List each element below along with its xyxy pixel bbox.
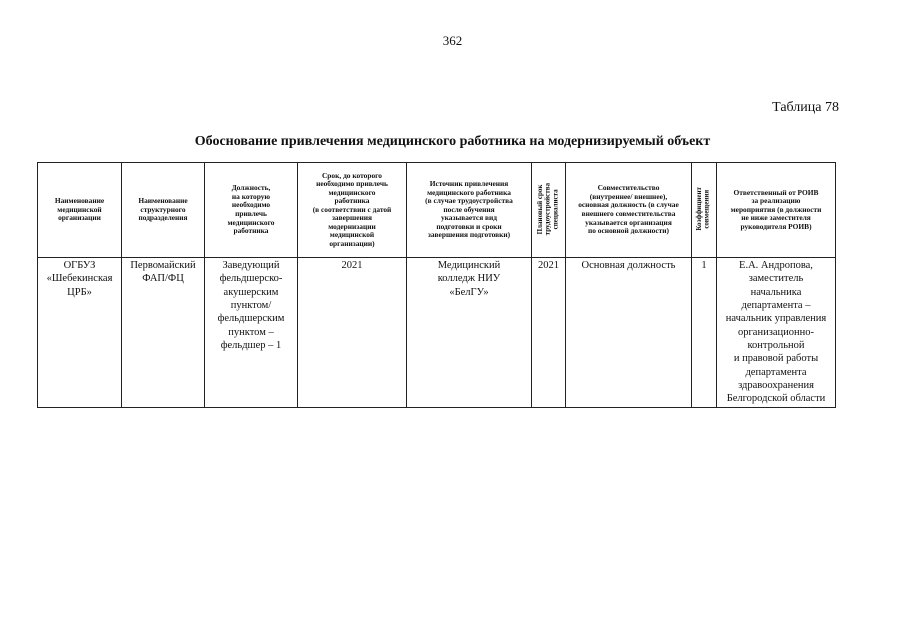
table-row (38, 258, 836, 408)
header-division: Наименование структурного подразделения (122, 163, 205, 258)
cell-coefficient: 1 (692, 258, 717, 408)
header-responsible: Ответственный от РОИВ за реализацию мероприятия (в должности не ниже заместителя руководителя РОИВ) (717, 163, 836, 258)
header-combination: Совместительство (внутреннее/ внешнее), основная должность (в случае внешнего совместительства указывается организация по основной должности) (566, 163, 692, 258)
staffing-table (37, 162, 836, 408)
cell-planned-date: 2021 (532, 258, 566, 408)
cell-position: Заведующий фельдшерско- акушерским пунктом/ фельдшерским пунктом – фельдшер – 1 (205, 258, 298, 408)
cell-responsible: Е.А. Андропова, заместитель начальника департамента – начальник управления организационно- контрольной и правовой работы департамента здравоохранения Белгородской области (717, 258, 836, 408)
header-source: Источник привлечения медицинского работника (в случае трудоустройства после обучения указывается вид подготовки и сроки завершения подготовки) (407, 163, 532, 258)
table-label: Таблица 78 (772, 100, 839, 115)
header-organization: Наименование медицинской организации (38, 163, 122, 258)
header-position: Должность, на которую необходимо привлечь медицинского работника (205, 163, 298, 258)
cell-combination: Основная должность (566, 258, 692, 408)
header-deadline: Срок, до которого необходимо привлечь медицинского работника (в соответствии с датой завершения модернизации медицинской организации) (298, 163, 407, 258)
cell-division: Первомайский ФАП/ФЦ (122, 258, 205, 408)
document-title: Обоснование привлечения медицинского работника на модернизируемый объект (194, 134, 711, 149)
header-planned-date: Плановый срок трудоустройства специалиста (532, 163, 566, 258)
cell-deadline: 2021 (298, 258, 407, 408)
page-number: 362 (442, 33, 463, 48)
header-coefficient: Коэффициент совмещения (692, 163, 717, 258)
cell-source: Медицинский колледж НИУ «БелГУ» (407, 258, 532, 408)
table-header-row (38, 163, 836, 258)
cell-organization: ОГБУЗ «Шебекинская ЦРБ» (38, 258, 122, 408)
